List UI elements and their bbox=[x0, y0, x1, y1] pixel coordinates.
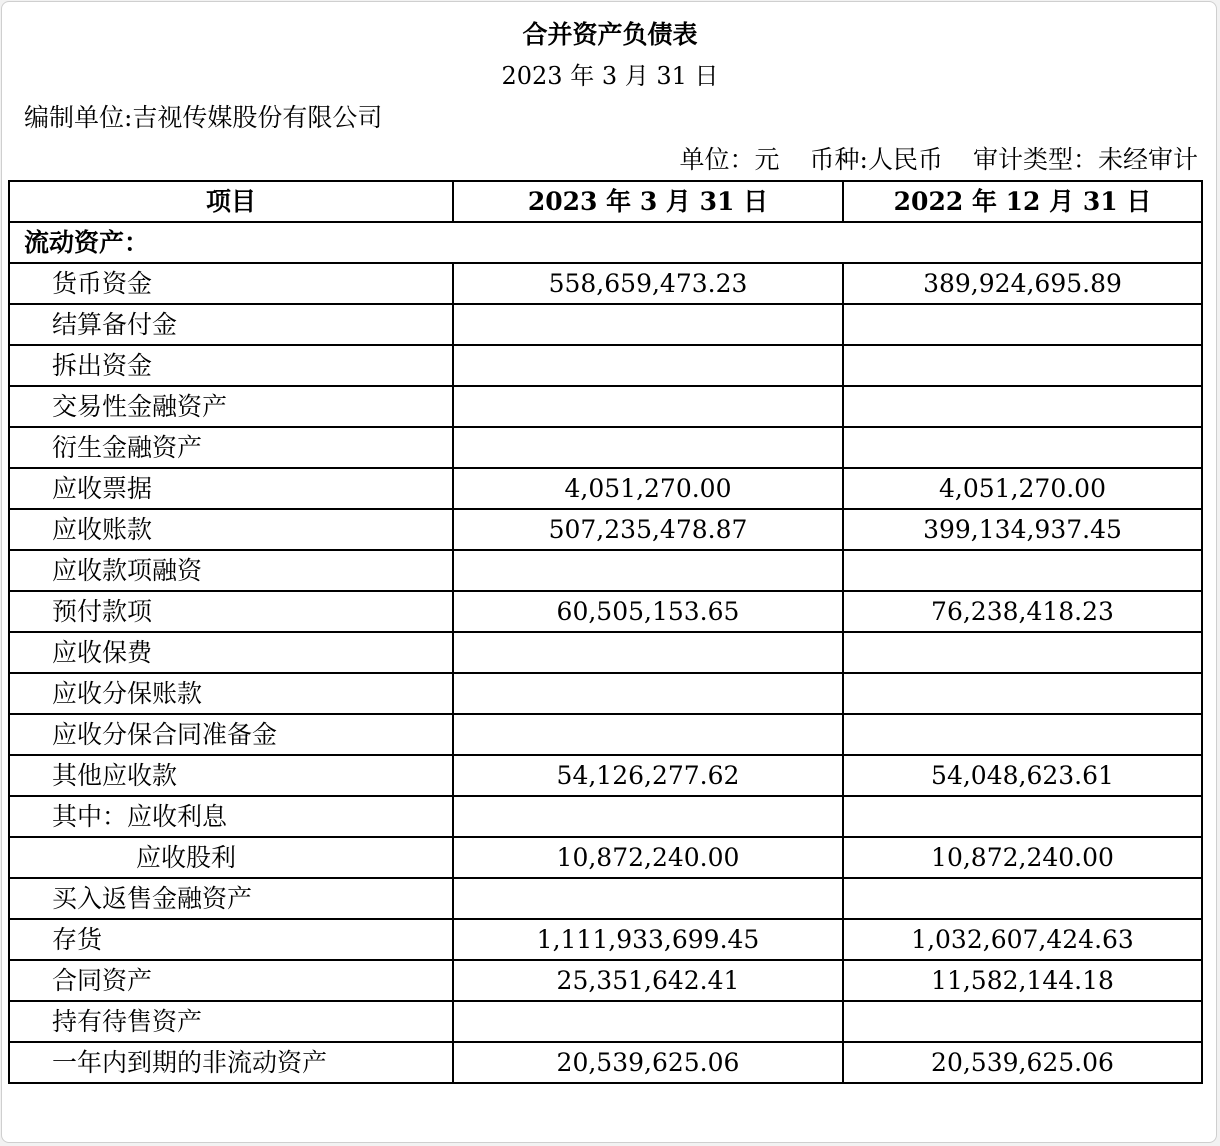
table-row bbox=[9, 263, 1202, 304]
value-current bbox=[453, 550, 843, 591]
table-row bbox=[9, 673, 1202, 714]
page-title: 合并资产负债表 bbox=[522, 20, 698, 49]
table-row bbox=[9, 714, 1202, 755]
column-header-prior: 2022 年 12 月 31 日 bbox=[843, 181, 1202, 222]
table-row bbox=[9, 960, 1202, 1001]
table-row bbox=[9, 919, 1202, 960]
row-label: 买入返售金融资产 bbox=[9, 878, 453, 919]
value-current: 10,872,240.00 bbox=[453, 837, 843, 878]
table-row bbox=[9, 632, 1202, 673]
value-prior bbox=[843, 1001, 1202, 1042]
value-prior: 1,032,607,424.63 bbox=[843, 919, 1202, 960]
section-row bbox=[9, 222, 1202, 263]
value-current: 60,505,153.65 bbox=[453, 591, 843, 632]
value-prior: 76,238,418.23 bbox=[843, 591, 1202, 632]
value-prior: 389,924,695.89 bbox=[843, 263, 1202, 304]
value-current: 558,659,473.23 bbox=[453, 263, 843, 304]
value-current: 25,351,642.41 bbox=[453, 960, 843, 1001]
value-prior: 54,048,623.61 bbox=[843, 755, 1202, 796]
value-prior bbox=[843, 796, 1202, 837]
unit-info bbox=[680, 144, 1198, 176]
report-date: 2023 年 3 月 31 日 bbox=[501, 62, 719, 90]
value-current: 4,051,270.00 bbox=[453, 468, 843, 509]
value-current bbox=[453, 878, 843, 919]
value-current bbox=[453, 796, 843, 837]
value-current bbox=[453, 1001, 843, 1042]
row-label: 合同资产 bbox=[9, 960, 453, 1001]
row-label: 应收保费 bbox=[9, 632, 453, 673]
value-current: 507,235,478.87 bbox=[453, 509, 843, 550]
row-label: 应收分保账款 bbox=[9, 673, 453, 714]
value-prior bbox=[843, 427, 1202, 468]
value-prior: 20,539,625.06 bbox=[843, 1042, 1202, 1083]
table-row bbox=[9, 304, 1202, 345]
row-label: 结算备付金 bbox=[9, 304, 453, 345]
value-prior bbox=[843, 304, 1202, 345]
table-row bbox=[9, 509, 1202, 550]
value-current bbox=[453, 673, 843, 714]
row-label: 其他应收款 bbox=[9, 755, 453, 796]
table-row bbox=[9, 427, 1202, 468]
table-row bbox=[9, 550, 1202, 591]
value-current bbox=[453, 345, 843, 386]
currency-label: 币种:人民币 bbox=[809, 145, 943, 174]
row-label: 衍生金融资产 bbox=[9, 427, 453, 468]
value-current bbox=[453, 304, 843, 345]
value-prior bbox=[843, 673, 1202, 714]
value-prior bbox=[843, 878, 1202, 919]
row-label: 应收账款 bbox=[9, 509, 453, 550]
table-header-row bbox=[9, 181, 1202, 222]
section-label: 流动资产： bbox=[9, 222, 1202, 263]
table-row bbox=[9, 386, 1202, 427]
table-row bbox=[9, 345, 1202, 386]
unit-label: 单位：元 bbox=[679, 145, 780, 174]
value-current bbox=[453, 386, 843, 427]
table-row bbox=[9, 796, 1202, 837]
row-label: 存货 bbox=[9, 919, 453, 960]
row-label: 应收款项融资 bbox=[9, 550, 453, 591]
row-label: 交易性金融资产 bbox=[9, 386, 453, 427]
value-prior bbox=[843, 386, 1202, 427]
row-label: 货币资金 bbox=[9, 263, 453, 304]
column-header-current: 2023 年 3 月 31 日 bbox=[453, 181, 843, 222]
value-current: 54,126,277.62 bbox=[453, 755, 843, 796]
table-row bbox=[9, 878, 1202, 919]
row-label: 应收票据 bbox=[9, 468, 453, 509]
table-row bbox=[9, 1001, 1202, 1042]
value-prior bbox=[843, 632, 1202, 673]
document-page bbox=[1, 1, 1217, 1143]
value-current bbox=[453, 714, 843, 755]
company-name: 编制单位:吉视传媒股份有限公司 bbox=[24, 103, 383, 132]
row-label: 持有待售资产 bbox=[9, 1001, 453, 1042]
row-label: 拆出资金 bbox=[9, 345, 453, 386]
audit-type-label: 审计类型：未经审计 bbox=[972, 145, 1198, 174]
table-row bbox=[9, 468, 1202, 509]
value-prior bbox=[843, 345, 1202, 386]
value-prior: 11,582,144.18 bbox=[843, 960, 1202, 1001]
row-label: 应收分保合同准备金 bbox=[9, 714, 453, 755]
column-header-item: 项目 bbox=[9, 181, 453, 222]
row-label: 其中：应收利息 bbox=[9, 796, 453, 837]
value-prior: 10,872,240.00 bbox=[843, 837, 1202, 878]
balance-sheet-table bbox=[8, 180, 1203, 1084]
row-label: 一年内到期的非流动资产 bbox=[9, 1042, 453, 1083]
value-current bbox=[453, 427, 843, 468]
row-label: 预付款项 bbox=[9, 591, 453, 632]
table-row bbox=[9, 591, 1202, 632]
value-current: 20,539,625.06 bbox=[453, 1042, 843, 1083]
value-prior: 4,051,270.00 bbox=[843, 468, 1202, 509]
value-prior: 399,134,937.45 bbox=[843, 509, 1202, 550]
value-current: 1,111,933,699.45 bbox=[453, 919, 843, 960]
row-label: 应收股利 bbox=[9, 837, 453, 878]
value-prior bbox=[843, 550, 1202, 591]
table-row bbox=[9, 755, 1202, 796]
table-row bbox=[9, 837, 1202, 878]
table-row bbox=[9, 1042, 1202, 1083]
value-prior bbox=[843, 714, 1202, 755]
value-current bbox=[453, 632, 843, 673]
